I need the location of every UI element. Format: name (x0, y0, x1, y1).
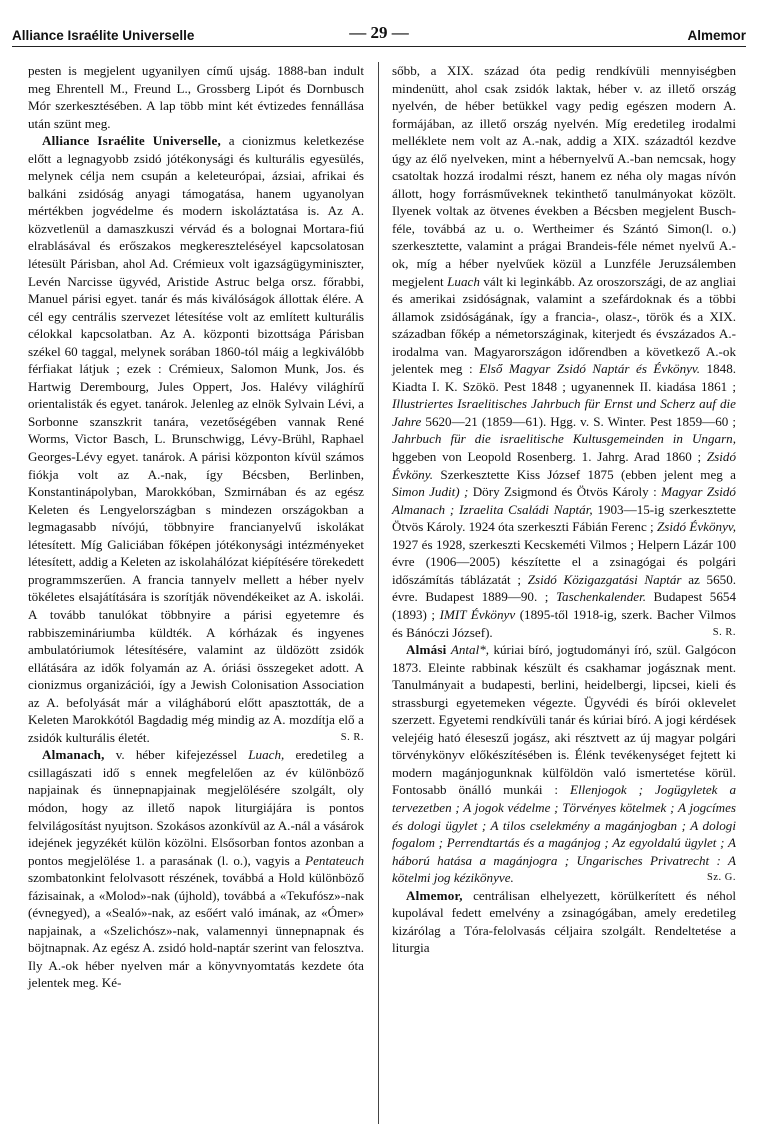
entry-body: az 5650. évre. Budapest 1889—90. ; (392, 571, 737, 605)
running-head-left: Alliance Israélite Universelle (12, 28, 195, 43)
entry-body: Budapest 5654 (1893) ; (392, 589, 736, 622)
entry-body: 1848. Kiadta I. K. Szökö. Pest 1848 ; ugyanennek II. kiadása 1861 ; (392, 361, 737, 394)
paragraph-continuation: pesten is megjelent ugyanilyen című ujság. 1888-ban indult meg Ehrentell M., Freund L., Grossberg Lipót és Dornbusch Mór szerkesztésében. A lap több mint két évtizedes fennállása után szünt meg. (28, 63, 364, 131)
italic-title: Taschenkalender. (555, 589, 647, 605)
entry-body: 5620—21 (1859—61). Hgg. v. S. Winter. Pest 1859—60 ; (425, 413, 737, 429)
entry-body: v. héber kifejezéssel (115, 747, 238, 763)
column-divider (378, 62, 379, 1124)
entry-body: sőbb, a XIX. század óta pedig rendkívüli mennyiségben mindenütt, ahol csak zsidók laktak, héber v. az illető ország nyelvén, de héber betükkel vagy pedig egészen modern A. formájában, az illető ország nyelvén. Míg eredetileg irodalmi melléklete nem volt az A.-nak, addig a XIX. századtól kezdve úgy az élő nyelveken, mint a hébernyelvű A.-ban nemcsak, hogy csatoltak hozzá irodalmi részt, hanem ez néha oly magas nívón állott, hogy forrásműveknek tekinthető tanulmányokat közölt. Ilyenek voltak az ötvenes években a Bécsben megjelent Busch-féle, továbbá az u. o. Wertheimer és Szántó Simon(l. o.) szerkesztette, valamint a prágai Brandeis-féle német nyelvű A.-ok, míg a héber nyelvűek közül a Lunzféle Jeruzsálemben megjelent (392, 63, 736, 289)
right-column (392, 62, 736, 957)
italic-term: Luach (447, 273, 480, 289)
entry-almemor (392, 887, 736, 957)
author-signature: Sz. G. (707, 872, 736, 884)
entry-body: eredetileg a csillagászati idő s ennek megfelelően az év különböző napjainak és ünnepnapjainak megjelölésére szolgált, oly módon, hogy az illető napok liturgiájára is pontos felvilágosítást nyujtson. Szokásos azonkívül az A.-nál a vásárok idejének jegyzékét külön közölni. Elsősorban fontos azonban a pontos megjelölése 1. a parasának (l. o.), vagyis a (28, 747, 365, 868)
page-number: — 29 — (349, 23, 409, 42)
author-signature: S. R. (340, 731, 364, 743)
entry-body: szombatonkint felolvasott részének, továbbá a Hold különböző fázisainak, a «Molod»-nak (újhold), továbbá a «Tekufósz»-nak (évnegyed), a «Sealó»-nak, az esőért való imának, az «Ómer» napjainak, a «Szelichósz»-nak, valamennyi ünnepnapnak és böjtnapnak. Az egész A. zsidó hold-naptár szerint van felosztva. Ily A.-ok héber nyelven már a könyvnyomtatás kezdete óta jelentek meg. Ké- (28, 870, 364, 991)
italic-works-list: Ellenjogok ; Jogügyletek a tervezetben ; A jogok védelme ; Törvényes kötelmek ; A jogcímes és dologi ügylet ; A tilos cselekmény a magánjogban ; A dologi fogalom ; Perrendtartás és a magánjog ; Az egyoldalú ügylet ; A háború hatása a magánjogra ; Ungarisches Privatrecht : A kötelmi jog kézikönyve. (392, 782, 736, 886)
entry-body: Döry Zsigmond és Ötvös Károly : (472, 484, 657, 500)
italic-title: Zsidó Évköny. (392, 449, 736, 482)
entry-headword: Almási (406, 642, 447, 658)
entry-body: a cionizmus keletkezése előtt a legnagyobb zsidó jótékonysági és kulturális egyesülés, melynek célja nem csupán a keleteurópai, ázsiai, afrikai és balkáni zsidóság anyagi támogatása, hanem ugyanolyan mértékben jogvédelme és modern iskoláztatása is. Az A. közvetlenül a damaszkuszi vérvád és a bolognai Mortara-fiú elrablásával és erőszakos megkereszteléséyel kapcsolatosan létesült Párisban, ahol Ad. Crémieux volt igazságügyminiszter, Levén Narcisse ügyvéd, Aristide Astruc belga orsz. főrabbi, Manuel párisi egyet. tanár és más kiválóságok állottak élére. A cél egy centrális szervezet létesítése volt az említett kulturális célokkal kapcsolatban. Az A. központi bizottsága Párisban székel 60 taggal, melynek sorában 1860-tól máig a legkiválóbb férfiakat látjuk ; ezek : Crémieux, Salomon Munk, Jos. és Hartwig Derembourg, Jules Oppert, Jos. Halévy világhírű orientalisták és egyet. tanárok. Jelenleg az elnök Sylvain Lévi, a Sorbonne szanszkrit tanára, vezetőségében vannak René Worms, Victor Basch, L. Brunschwigg, Lévy-Brühl, Raphael Georges-Lévy egyet. tanárok. A párisi központon kívül számos fiókja volt az A.-nak, így Bécsben, Berlinben, Konstantinápolyban, Marokkóban, Szmirnában és az egész Keleten és Lengyelországban s mindezen országokban a legmagasabb nívójú, többnyire francianyelvű iskolákat létesített. Míg Galiciában főképen jótékonysági intézményeket létesített, addig a Keleten az iskolahálózat kiépítésére törekedett programmszerűen. A francia tannyelv mellett a héber nyelv tökéletes elsajátítására is szorítják növendékeiket az A. iskolái. A tovább tanulókat többnyire a párisi egyetemre és rabbiszemináriumba küldték. A kórházak és ingyenes ambulatóriumok létesítésére, valamint az üldözött zsidók ellátására az idők folyamán az A. óriási összegeket adott. A cionizmus organizációi, így a Jewish Colonisation Association az A. befolyását már a világháború előtt apasztották, de a Keleten Marokkótól Bagdadig még mindig az A. mozdítja elő a zsidók kulturális életét. (28, 133, 365, 745)
italic-term: Antal*, (450, 642, 490, 658)
italic-title: Magyar Zsidó Almanach ; Izraelita Családi Naptár, (392, 484, 736, 517)
entry-headword: Almanach, (42, 747, 105, 763)
entry-body: 1903—15-ig szerkesztette Ötvös Károly. 1924 óta szerkeszti Fábián Ferenc ; (392, 501, 736, 535)
entry-almasi (392, 641, 736, 887)
running-head (12, 22, 746, 47)
entry-body: vált ki leginkább. Az oroszországi, de az angliai és amerikai zsidóságnak, valamint a szefárdoknak és a többi államok zsidóságának, így a francia-, olasz-, török és a XIX. században főkép a németországinak, kiterjedt és évszázados A.-irodalma van. Magyarországon időrendben a következő A.-ok jelentek meg : (392, 273, 736, 377)
author-signature: S. R. (712, 626, 736, 638)
entry-alliance (28, 132, 364, 746)
entry-body: Szerkesztette Kiss József 1875 (ebben jelent meg a (440, 466, 736, 482)
italic-title: Zsidó Évkönyv, (656, 519, 736, 535)
italic-title: Zsidó Közigazgatási Naptár (527, 571, 682, 587)
entry-body: centrálisan elhelyezett, körülkerített és néhol kupolával fedett emelvény a zsinagógában, amely eredetileg kizárólag a Tóra-felolvasás céljaira szolgált. Rendeltetése a liturgia (392, 887, 736, 956)
entry-almanach (28, 746, 364, 992)
entry-headword: Alliance Israélite Universelle, (42, 133, 221, 149)
left-column (28, 62, 364, 992)
italic-title: Simon Judit) ; (392, 484, 469, 500)
italic-title: IMIT Évkönyv (439, 606, 516, 622)
italic-title: Első Magyar Zsidó Naptár és Évkönyv. (479, 361, 701, 377)
entry-body: hggeben von Leopold Rosenberg. 1. Jahrg. Arad 1860 ; (392, 449, 702, 465)
italic-term: Pentateuch (305, 852, 365, 868)
running-head-right: Almemor (687, 28, 746, 43)
italic-title: Jahrbuch für die israelitische Kultusgemeinden in Ungarn, (392, 431, 736, 447)
entry-body: (1895-től 1918-ig, szerk. Bacher Vilmos és Bánóczi József). (392, 606, 737, 640)
entry-headword: Almemor, (406, 887, 463, 903)
entry-body: kúriai bíró, jogtudományi író, szül. Galgócon 1873. Eleinte rabbinak készült és csakhamar jogásznak ment. Tanulmányait a budapesti, berlini, heidelbergi, lipcsei, kieli és strassburgi egyetemeken végezte. Ügyvédi és bírói oklevelet szerzett. Egyetemi rendkívüli tanár és kúriai bíró. A jogi kérdések velejéig ható éleseszű jogász, aki résztvett az új magyar polgári törvénykönyv előkészítésében is. Élénk tevékenységet fejtett ki modern magánjogunknak külföldön való ismertetése körül. Fontosabb önálló munkái : (392, 642, 736, 798)
entry-almanach-continued (392, 62, 736, 641)
entry-body: 1927 és 1928, szerkeszti Kecskeméti Vilmos ; Helpern Lázár 100 évre (1906—2005) készítette el a zsinagógai és polgári időszámítás táblázatát ; (392, 536, 736, 587)
italic-title: Illustriertes Israelitisches Jahrbuch für Ernst und Scherz auf die Jahre (392, 396, 736, 429)
italic-term: Luach, (248, 747, 285, 763)
